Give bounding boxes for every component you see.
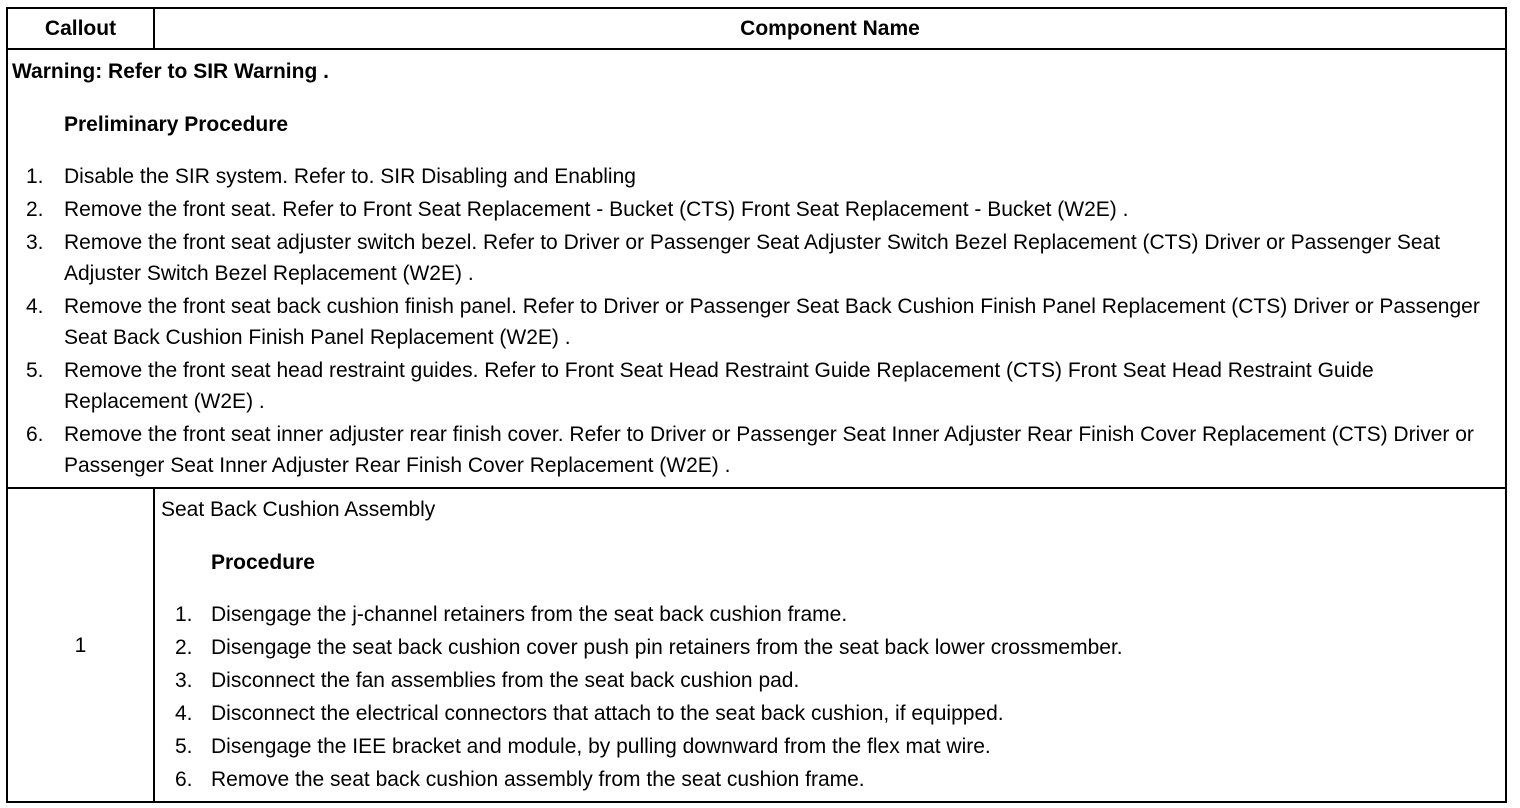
procedure-heading: Procedure — [211, 551, 315, 574]
component-cell — [154, 488, 1506, 802]
sir-warning: Warning: Refer to SIR Warning . — [12, 60, 329, 83]
step-number: 4. — [175, 702, 193, 725]
step-text: Remove the seat back cushion assembly from the seat cushion frame. — [211, 768, 865, 791]
list-item — [12, 419, 1497, 481]
step-text: Remove the front seat back cushion finish panel. Refer to Driver or Passenger Seat Back Cushion Finish Panel Replacement (CTS) Driver or Passenger Seat Back Cushion Finish Panel Replacement (W2E) . — [64, 295, 1480, 349]
callout-column-header: Callout — [7, 8, 154, 49]
preliminary-procedure-heading: Preliminary Procedure — [64, 113, 289, 136]
step-number: 3. — [175, 669, 193, 692]
list-item — [12, 161, 1497, 192]
step-number: 6. — [175, 768, 193, 791]
list-item — [161, 698, 1497, 729]
step-number: 5. — [26, 359, 44, 382]
component-name-column-header: Component Name — [154, 8, 1506, 49]
list-item — [161, 665, 1497, 696]
step-text: Remove the front seat adjuster switch bezel. Refer to Driver or Passenger Seat Adjuster Switch Bezel Replacement (CTS) Driver or Passenger Seat Adjuster Switch Bezel Replacement (W2E) . — [64, 231, 1441, 285]
list-item — [161, 632, 1497, 663]
component-name: Seat Back Cushion Assembly — [161, 498, 436, 521]
procedure-steps — [161, 599, 1497, 795]
list-item — [12, 355, 1497, 417]
step-text: Disable the SIR system. Refer to. SIR Disabling and Enabling — [64, 165, 636, 188]
step-number: 5. — [175, 735, 193, 758]
list-item — [161, 731, 1497, 762]
step-number: 1. — [26, 165, 44, 188]
list-item — [161, 599, 1497, 630]
table-row — [7, 488, 1506, 802]
step-number: 2. — [26, 198, 44, 221]
intro-cell — [7, 49, 1506, 488]
step-number: 1. — [175, 603, 193, 626]
step-text: Remove the front seat head restraint guides. Refer to Front Seat Head Restraint Guide Replacement (CTS) Front Seat Head Restraint Guide Replacement (W2E) . — [64, 359, 1374, 413]
list-item — [161, 764, 1497, 795]
list-item — [12, 194, 1497, 225]
step-number: 3. — [26, 231, 44, 254]
callout-number: 1 — [7, 488, 154, 802]
step-text: Disengage the seat back cushion cover push pin retainers from the seat back lower crossmember. — [211, 636, 1123, 659]
step-text: Disconnect the electrical connectors that attach to the seat back cushion, if equipped. — [211, 702, 1004, 725]
step-text: Remove the front seat inner adjuster rear finish cover. Refer to Driver or Passenger Seat Inner Adjuster Rear Finish Cover Replacement (CTS) Driver or Passenger Seat Inner Adjuster Rear Finish Cover Replacement (W2E) . — [64, 423, 1474, 477]
step-text: Remove the front seat. Refer to Front Seat Replacement - Bucket (CTS) Front Seat Replacement - Bucket (W2E) . — [64, 198, 1129, 221]
list-item — [12, 291, 1497, 353]
header-row — [7, 8, 1506, 49]
step-text: Disengage the IEE bracket and module, by pulling downward from the flex mat wire. — [211, 735, 991, 758]
step-text: Disengage the j-channel retainers from the seat back cushion frame. — [211, 603, 848, 626]
step-text: Disconnect the fan assemblies from the seat back cushion pad. — [211, 669, 800, 692]
step-number: 2. — [175, 636, 193, 659]
component-table — [6, 7, 1507, 803]
preliminary-steps — [12, 161, 1497, 481]
intro-row — [7, 49, 1506, 488]
step-number: 4. — [26, 295, 44, 318]
step-number: 6. — [26, 423, 44, 446]
list-item — [12, 227, 1497, 289]
